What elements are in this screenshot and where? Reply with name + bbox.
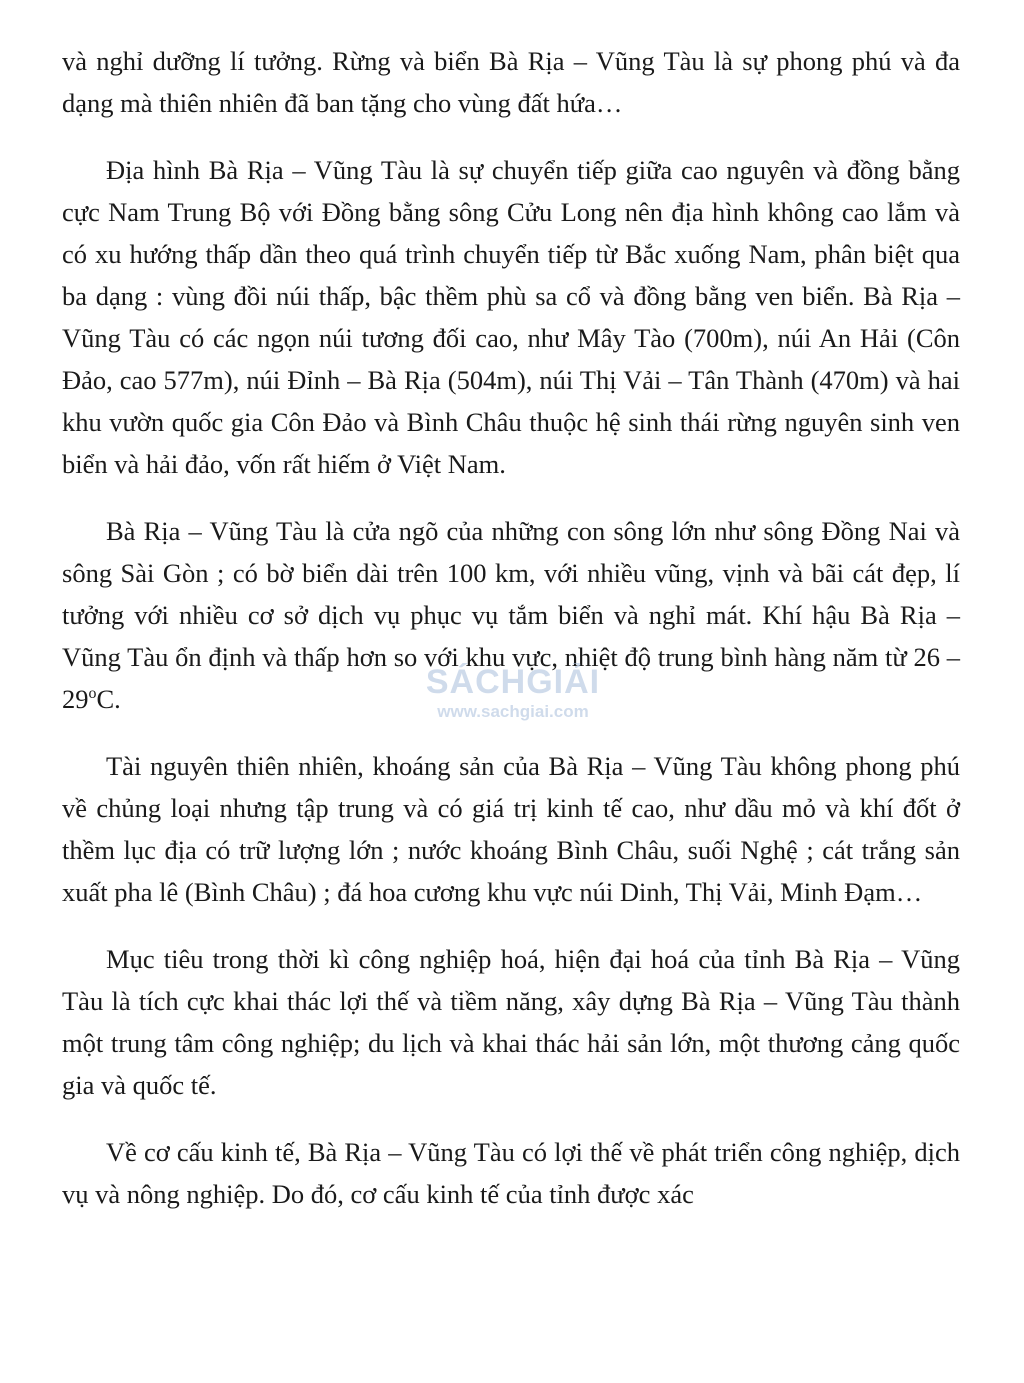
document-page [62, 40, 960, 1215]
degree-symbol: o [88, 685, 97, 703]
paragraph-economic-structure: Về cơ cấu kinh tế, Bà Rịa – Vũng Tàu có lợi thế về phát triển công nghiệp, dịch vụ và nông nghiệp. Do đó, cơ cấu kinh tế của tỉnh được xác [62, 1137, 960, 1209]
paragraph-industrialization-goals: Mục tiêu trong thời kì công nghiệp hoá, hiện đại hoá của tỉnh Bà Rịa – Vũng Tàu là tích cực khai thác lợi thế và tiềm năng, xây dựng Bà Rịa – Vũng Tàu thành một trung tâm công nghiệp; du lịch và khai thác hải sản lớn, một thương cảng quốc gia và quốc tế. [62, 944, 960, 1100]
temperature-unit: C. [96, 684, 121, 714]
paragraph-terrain: Địa hình Bà Rịa – Vũng Tàu là sự chuyển tiếp giữa cao nguyên và đồng bằng cực Nam Trung Bộ với Đồng bằng sông Cửu Long nên địa hình không cao lắm và có xu hướng thấp dần theo quá trình chuyển tiếp từ Bắc xuống Nam, phân biệt qua ba dạng : vùng đồi núi thấp, bậc thềm phù sa cổ và đồng bằng ven biển. Bà Rịa – Vũng Tàu có các ngọn núi tương đối cao, như Mây Tào (700m), núi An Hải (Côn Đảo, cao 577m), núi Đỉnh – Bà Rịa (504m), núi Thị Vải – Tân Thành (470m) và hai khu vườn quốc gia Côn Đảo và Bình Châu thuộc hệ sinh thái rừng nguyên sinh ven biển và hải đảo, vốn rất hiếm ở Việt Nam. [62, 155, 960, 479]
paragraph-resources: Tài nguyên thiên nhiên, khoáng sản của Bà Rịa – Vũng Tàu không phong phú về chủng loại nhưng tập trung và có giá trị kinh tế cao, như dầu mỏ và khí đốt ở thềm lục địa có trữ lượng lớn ; nước khoáng Bình Châu, suối Nghệ ; cát trắng sản xuất pha lê (Bình Châu) ; đá hoa cương khu vực núi Dinh, Thị Vải, Minh Đạm… [62, 751, 960, 907]
watermark-logo: SÁCHGIẢI [425, 663, 601, 701]
watermark-url: www.sachgiai.com [437, 702, 589, 721]
paragraph-rivers-climate-text: Bà Rịa – Vũng Tàu là cửa ngõ của những con sông lớn như sông Đồng Nai và sông Sài Gòn ; có bờ biển dài trên 100 km, với nhiều vũng, vịnh và bãi cát đẹp, lí tưởng với nhiều cơ sở dịch vụ phục vụ tắm biển và nghỉ mát. Khí hậu Bà Rịa – Vũng Tàu ổn định và thấp hơn so với khu vực, nhiệt độ trung bình hàng năm từ 26 – 29 [62, 516, 960, 714]
paragraph-rivers-climate [62, 510, 960, 720]
paragraph-intro-continuation: và nghỉ dưỡng lí tưởng. Rừng và biển Bà Rịa – Vũng Tàu là sự phong phú và đa dạng mà thiên nhiên đã ban tặng cho vùng đất hứa… [62, 46, 960, 118]
